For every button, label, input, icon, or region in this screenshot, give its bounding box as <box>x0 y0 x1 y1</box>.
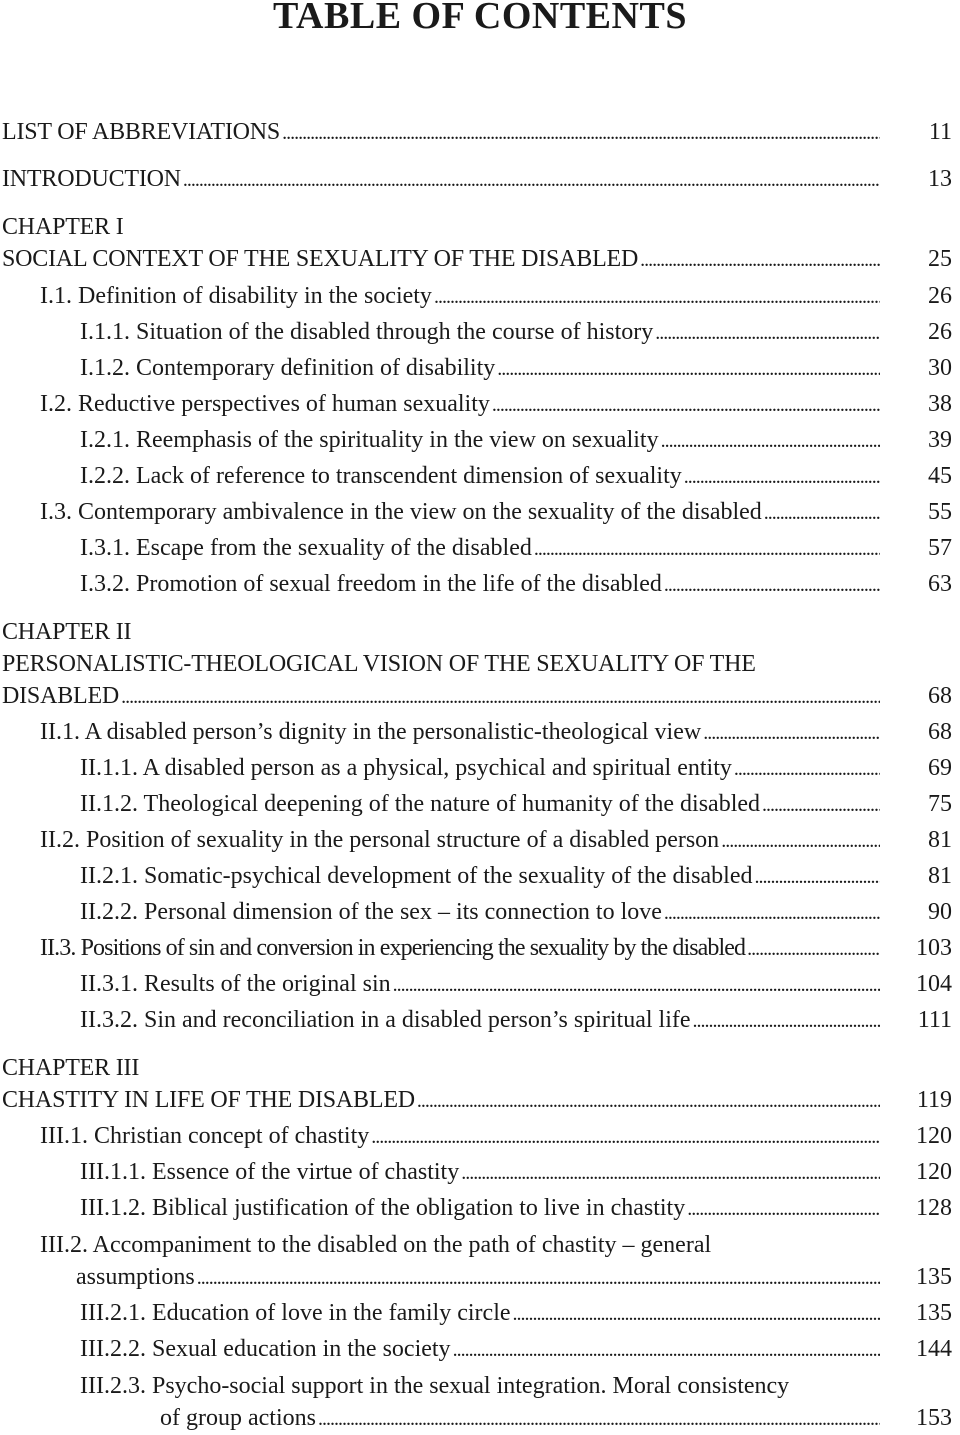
toc-page-number: 119 <box>916 1087 952 1113</box>
toc-entry-subsection[interactable]: I.3.1. Escape from the sexuality of the disabled . . . <box>80 533 880 564</box>
toc-page-number: 26 <box>928 283 952 309</box>
toc-page-number: 135 <box>916 1300 952 1326</box>
toc-page-number: 153 <box>916 1405 952 1431</box>
toc-entry-section[interactable]: I.2. Reductive perspectives of human sexuality . . . <box>40 389 880 420</box>
toc-entry-subsection[interactable]: I.1.2. Contemporary definition of disability . . . <box>80 353 880 384</box>
toc-entry-subsection-continued[interactable]: of group actions . . . <box>160 1403 880 1434</box>
toc-page-number: 57 <box>928 535 952 561</box>
toc-page-number: 55 <box>928 499 952 525</box>
toc-entry-section[interactable]: II.2. Position of sexuality in the personal structure of a disabled person . . . <box>40 825 880 856</box>
toc-entry-chapter-title: PERSONALISTIC-THEOLOGICAL VISION OF THE SEXUALITY OF THE <box>2 651 756 677</box>
toc-page-number: 103 <box>916 935 952 961</box>
toc-page-number: 81 <box>928 827 952 853</box>
toc-page-number: 104 <box>916 971 952 997</box>
toc-page-number: 69 <box>928 755 952 781</box>
toc-entry-subsection[interactable]: II.2.2. Personal dimension of the sex – its connection to love . . . <box>80 897 880 928</box>
toc-entry-section[interactable]: II.1. A disabled person’s dignity in the personalistic-theological view . . . <box>40 717 880 748</box>
toc-page-number: 63 <box>928 571 952 597</box>
toc-chapter-heading: CHAPTER I <box>2 214 124 240</box>
toc-page-number: 38 <box>928 391 952 417</box>
toc-entry-subsection[interactable]: II.3.2. Sin and reconciliation in a disabled person’s spiritual life . . . <box>80 1005 880 1036</box>
toc-page-number: 111 <box>917 1007 952 1033</box>
toc-chapter-heading: CHAPTER III <box>2 1055 140 1081</box>
toc-entry-subsection[interactable]: I.2.2. Lack of reference to transcendent dimension of sexuality . . . <box>80 461 880 492</box>
toc-chapter-heading: CHAPTER II <box>2 619 132 645</box>
toc-page-number: 90 <box>928 899 952 925</box>
toc-page-number: 39 <box>928 427 952 453</box>
page-title: TABLE OF CONTENTS <box>273 0 687 37</box>
toc-entry-chapter-title[interactable]: CHASTITY IN LIFE OF THE DISABLED . . . <box>2 1085 880 1116</box>
toc-page-number: 25 <box>928 246 952 272</box>
toc-page-number: 128 <box>916 1195 952 1221</box>
toc-page-number: 45 <box>928 463 952 489</box>
toc-page-number: 68 <box>928 683 952 709</box>
toc-page-number: 26 <box>928 319 952 345</box>
toc-entry-chapter-title[interactable]: DISABLED . . . <box>2 681 880 712</box>
toc-entry-subsection[interactable]: II.1.1. A disabled person as a physical, psychical and spiritual entity . . . <box>80 753 880 784</box>
toc-entry-subsection[interactable]: I.2.1. Reemphasis of the spirituality in the view on sexuality . . . <box>80 425 880 456</box>
toc-entry-introduction[interactable]: INTRODUCTION . . . <box>2 164 880 195</box>
toc-entry-subsection[interactable]: II.1.2. Theological deepening of the nature of humanity of the disabled . . . <box>80 789 880 820</box>
toc-entry-section: III.2. Accompaniment to the disabled on the path of chastity – general <box>40 1232 712 1258</box>
toc-page-number: 81 <box>928 863 952 889</box>
toc-entry-chapter-title[interactable]: SOCIAL CONTEXT OF THE SEXUALITY OF THE DISABLED . . . <box>2 244 880 275</box>
toc-entry-subsection[interactable]: III.2.2. Sexual education in the society . . . <box>80 1334 880 1365</box>
toc-entry-section[interactable]: I.3. Contemporary ambivalence in the view on the sexuality of the disabled . . . <box>40 497 880 528</box>
toc-page-number: 11 <box>928 119 952 145</box>
toc-entry-section[interactable]: II.3. Positions of sin and conversion in experiencing the sexuality by the disabled . . . <box>40 933 880 964</box>
toc-page-number: 135 <box>916 1264 952 1290</box>
toc-page-number: 30 <box>928 355 952 381</box>
toc-entry-subsection[interactable]: I.3.2. Promotion of sexual freedom in the life of the disabled . . . <box>80 569 880 600</box>
toc-entry-subsection[interactable]: II.2.1. Somatic-psychical development of the sexuality of the disabled . . . <box>80 861 880 892</box>
toc-page-number: 75 <box>928 791 952 817</box>
toc-entry-subsection: III.2.3. Psycho-social support in the sexual integration. Moral consistency <box>80 1373 790 1399</box>
toc-entry-section[interactable]: I.1. Definition of disability in the society . . . <box>40 281 880 312</box>
toc-page-number: 144 <box>916 1336 952 1362</box>
toc-entry-subsection[interactable]: III.1.2. Biblical justification of the obligation to live in chastity . . . <box>80 1193 880 1224</box>
toc-page-number: 13 <box>928 166 952 192</box>
toc-entry-subsection[interactable]: II.3.1. Results of the original sin . . . <box>80 969 880 1000</box>
toc-page-number: 120 <box>916 1123 952 1149</box>
toc-entry-subsection[interactable]: III.1.1. Essence of the virtue of chastity . . . <box>80 1157 880 1188</box>
toc-page-number: 120 <box>916 1159 952 1185</box>
toc-entry-subsection[interactable]: I.1.1. Situation of the disabled through the course of history . . . <box>80 317 880 348</box>
toc-entry-subsection[interactable]: III.2.1. Education of love in the family circle . . . <box>80 1298 880 1329</box>
toc-entry-section-continued[interactable]: assumptions . . . <box>76 1262 880 1293</box>
toc-page-number: 68 <box>928 719 952 745</box>
toc-entry-list-of-abbreviations[interactable]: LIST OF ABBREVIATIONS . . . <box>2 117 880 148</box>
toc-entry-section[interactable]: III.1. Christian concept of chastity . . . <box>40 1121 880 1152</box>
